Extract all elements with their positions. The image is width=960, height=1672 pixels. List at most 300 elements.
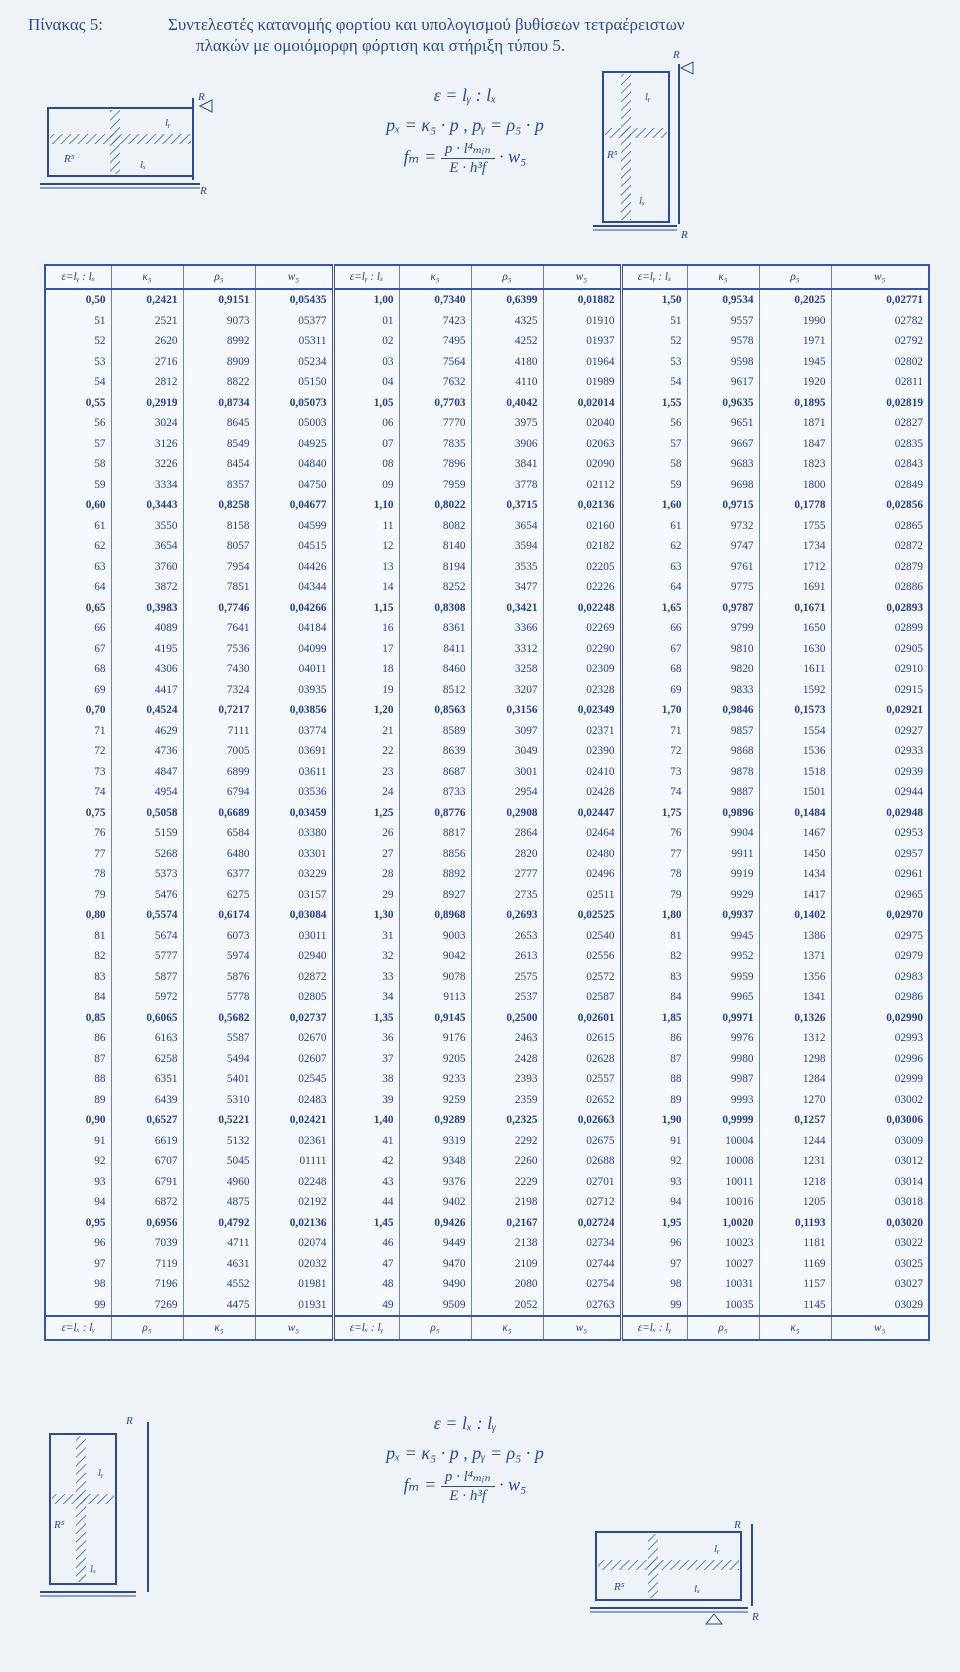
table-cell: 0,75 (45, 803, 111, 824)
table-cell: 1650 (759, 618, 831, 639)
table-cell: 9651 (687, 413, 759, 434)
table-cell: 38 (333, 1069, 399, 1090)
table-cell: 02112 (543, 475, 621, 496)
table-cell: 62 (45, 536, 111, 557)
table-cell: 4552 (183, 1274, 255, 1295)
table-cell: 41 (333, 1131, 399, 1152)
table-cell: 0,8258 (183, 495, 255, 516)
table-cell: 94 (45, 1192, 111, 1213)
table-cell: 02805 (255, 987, 333, 1008)
table-cell: 6377 (183, 864, 255, 885)
table-cell: 02910 (831, 659, 929, 680)
table-cell: 1,30 (333, 905, 399, 926)
table-cell: 2777 (471, 864, 543, 885)
formula-bottom (320, 1408, 610, 1505)
table-cell: 9578 (687, 331, 759, 352)
table-cell: 0,6399 (471, 289, 543, 311)
table-cell: 02933 (831, 741, 929, 762)
table-cell: 48 (333, 1274, 399, 1295)
table-cell: 99 (621, 1295, 687, 1317)
table-cell: 0,6174 (183, 905, 255, 926)
table-row (45, 393, 929, 414)
table-cell: 4195 (111, 639, 183, 660)
svg-text:lᵧ: lᵧ (165, 117, 171, 129)
table-cell: 03536 (255, 782, 333, 803)
table-cell: 0,70 (45, 700, 111, 721)
table-cell: 9959 (687, 967, 759, 988)
table-cell: 05311 (255, 331, 333, 352)
table-cell: 1312 (759, 1028, 831, 1049)
table-cell: 02371 (543, 721, 621, 742)
table-cell: 51 (45, 311, 111, 332)
table-cell: 5401 (183, 1069, 255, 1090)
table-cell: 01910 (543, 311, 621, 332)
table-cell: 52 (45, 331, 111, 352)
table-cell: 18 (333, 659, 399, 680)
table-cell: 1691 (759, 577, 831, 598)
table-row (45, 700, 929, 721)
table-cell: 36 (333, 1028, 399, 1049)
table-cell: 6439 (111, 1090, 183, 1111)
table-cell: 0,80 (45, 905, 111, 926)
table-cell: 02675 (543, 1131, 621, 1152)
table-cell: 02939 (831, 762, 929, 783)
table-cell: 1536 (759, 741, 831, 762)
table-cell: 21 (333, 721, 399, 742)
table-cell: 77 (621, 844, 687, 865)
table-cell: 5877 (111, 967, 183, 988)
table-cell: 3535 (471, 557, 543, 578)
table-cell: 1518 (759, 762, 831, 783)
table-cell: 9259 (399, 1090, 471, 1111)
table-cell: 2359 (471, 1090, 543, 1111)
table-cell: 0,1402 (759, 905, 831, 926)
table-cell: 0,60 (45, 495, 111, 516)
table-cell: 8549 (183, 434, 255, 455)
table-cell: 1,15 (333, 598, 399, 619)
table-row (45, 372, 929, 393)
table-cell: 8639 (399, 741, 471, 762)
table-cell: 3366 (471, 618, 543, 639)
table-cell: 8992 (183, 331, 255, 352)
table-cell: 3778 (471, 475, 543, 496)
table-cell: 8361 (399, 618, 471, 639)
column-footer: ε=lₓ : lᵧ (621, 1316, 687, 1340)
table-cell: 5268 (111, 844, 183, 865)
table-cell: 8822 (183, 372, 255, 393)
table-cell: 72 (45, 741, 111, 762)
table-cell: 0,65 (45, 598, 111, 619)
table-cell: 91 (45, 1131, 111, 1152)
table-cell: 04750 (255, 475, 333, 496)
table-cell: 0,2693 (471, 905, 543, 926)
table-cell: 02670 (255, 1028, 333, 1049)
svg-text:R: R (198, 91, 205, 103)
table-cell: 9113 (399, 987, 471, 1008)
table-cell: 7430 (183, 659, 255, 680)
table-cell: 10016 (687, 1192, 759, 1213)
table-cell: 8687 (399, 762, 471, 783)
table-cell: 02496 (543, 864, 621, 885)
table-row (45, 434, 929, 455)
table-cell: 04099 (255, 639, 333, 660)
table-cell: 0,7703 (399, 393, 471, 414)
table-cell: 5777 (111, 946, 183, 967)
table-cell: 4110 (471, 372, 543, 393)
table-cell: 4954 (111, 782, 183, 803)
table-cell: 02975 (831, 926, 929, 947)
table-cell: 3334 (111, 475, 183, 496)
table-cell: 6872 (111, 1192, 183, 1213)
table-cell: 1218 (759, 1172, 831, 1193)
table-cell: 02843 (831, 454, 929, 475)
load-formula: pₓ = κ₅ · p , pᵧ = ρ₅ · p (386, 1443, 544, 1463)
table-cell: 83 (45, 967, 111, 988)
table-cell: 0,03459 (255, 803, 333, 824)
table-cell: 0,8776 (399, 803, 471, 824)
table-title (28, 14, 928, 56)
table-cell: 0,55 (45, 393, 111, 414)
table-cell: 1,80 (621, 905, 687, 926)
table-cell: 03018 (831, 1192, 929, 1213)
table-cell: 1920 (759, 372, 831, 393)
table-cell: 67 (621, 639, 687, 660)
table-cell: 1,35 (333, 1008, 399, 1029)
table-cell: 9945 (687, 926, 759, 947)
table-cell: 26 (333, 823, 399, 844)
table-cell: 9929 (687, 885, 759, 906)
table-cell: 5045 (183, 1151, 255, 1172)
table-cell: 4475 (183, 1295, 255, 1317)
table-cell: 0,9151 (183, 289, 255, 311)
table-cell: 0,6065 (111, 1008, 183, 1029)
table-cell: 02 (333, 331, 399, 352)
table-cell: 9042 (399, 946, 471, 967)
table-cell: 34 (333, 987, 399, 1008)
table-cell: 8158 (183, 516, 255, 537)
table-cell: 87 (45, 1049, 111, 1070)
table-cell: 03691 (255, 741, 333, 762)
svg-text:lᵧ: lᵧ (98, 1467, 104, 1479)
table-cell: 03022 (831, 1233, 929, 1254)
table-footer-row (45, 1316, 929, 1340)
deflection-formula: fₘ = $\frac{\text{p · l⁴ₘᵢₙ}}{\text{E · h³f}} \cdot w_5$ (403, 1469, 527, 1504)
table-cell: 02248 (255, 1172, 333, 1193)
table-cell: 7495 (399, 331, 471, 352)
table-row (45, 946, 929, 967)
table-cell: 5876 (183, 967, 255, 988)
table-cell: 1467 (759, 823, 831, 844)
table-row (45, 885, 929, 906)
table-cell: 2138 (471, 1233, 543, 1254)
table-cell: 89 (45, 1090, 111, 1111)
table-cell: 0,02724 (543, 1213, 621, 1234)
table-cell: 8645 (183, 413, 255, 434)
table-row (45, 1069, 929, 1090)
table-cell: 8454 (183, 454, 255, 475)
column-header: ε=lᵧ : lₓ (333, 265, 399, 289)
table-row (45, 803, 929, 824)
table-cell: 6351 (111, 1069, 183, 1090)
table-header-row (45, 265, 929, 289)
table-row (45, 741, 929, 762)
table-cell: 01937 (543, 331, 621, 352)
table-cell: 61 (621, 516, 687, 537)
table-cell: 01111 (255, 1151, 333, 1172)
svg-text:R: R (752, 1611, 759, 1623)
table-cell: 0,02893 (831, 598, 929, 619)
table-cell: 46 (333, 1233, 399, 1254)
table-cell: 1386 (759, 926, 831, 947)
table-cell: 0,8734 (183, 393, 255, 414)
table-cell: 91 (621, 1131, 687, 1152)
table-cell: 2613 (471, 946, 543, 967)
table-cell: 01 (333, 311, 399, 332)
table-cell: 02226 (543, 577, 621, 598)
table-cell: 9919 (687, 864, 759, 885)
table-cell: 5373 (111, 864, 183, 885)
table-cell: 0,9999 (687, 1110, 759, 1131)
table-cell: 04515 (255, 536, 333, 557)
table-row (45, 289, 929, 311)
table-cell: 1,10 (333, 495, 399, 516)
table-cell: 0,02248 (543, 598, 621, 619)
table-cell: 53 (621, 352, 687, 373)
table-cell: 1734 (759, 536, 831, 557)
table-cell: 02652 (543, 1090, 621, 1111)
table-cell: 1755 (759, 516, 831, 537)
table-cell: 02290 (543, 639, 621, 660)
table-cell: 6584 (183, 823, 255, 844)
table-cell: 3258 (471, 659, 543, 680)
table-cell: 0,7217 (183, 700, 255, 721)
table-cell: 1231 (759, 1151, 831, 1172)
table-cell: 0,01882 (543, 289, 621, 311)
column-footer: κ₅ (759, 1316, 831, 1340)
table-cell: 0,8022 (399, 495, 471, 516)
table-cell: 03009 (831, 1131, 929, 1152)
table-cell: 0,5058 (111, 803, 183, 824)
table-cell: 6619 (111, 1131, 183, 1152)
table-cell: 0,9971 (687, 1008, 759, 1029)
table-row (45, 721, 929, 742)
column-header: ε=lᵧ : lₓ (621, 265, 687, 289)
table-cell: 4736 (111, 741, 183, 762)
svg-text:R: R (734, 1520, 741, 1531)
table-cell: 0,03856 (255, 700, 333, 721)
table-row (45, 1110, 929, 1131)
column-header: κ₅ (111, 265, 183, 289)
table-cell: 0,02136 (543, 495, 621, 516)
table-cell: 2716 (111, 352, 183, 373)
table-cell: 02763 (543, 1295, 621, 1317)
table-cell: 8357 (183, 475, 255, 496)
table-cell: 3477 (471, 577, 543, 598)
table-cell: 4629 (111, 721, 183, 742)
table-cell: 03935 (255, 680, 333, 701)
table-row (45, 495, 929, 516)
table-cell: 1434 (759, 864, 831, 885)
table-cell: 7632 (399, 372, 471, 393)
table-cell: 9698 (687, 475, 759, 496)
table-cell: 02040 (543, 413, 621, 434)
table-cell: 98 (45, 1274, 111, 1295)
table-cell: 0,04266 (255, 598, 333, 619)
table-cell: 0,9715 (687, 495, 759, 516)
table-cell: 0,9534 (687, 289, 759, 311)
table-cell: 8082 (399, 516, 471, 537)
svg-text:lₓ: lₓ (694, 1583, 701, 1595)
column-footer: ρ₅ (111, 1316, 183, 1340)
table-cell: 71 (621, 721, 687, 742)
column-footer: ρ₅ (687, 1316, 759, 1340)
column-header: ε=lᵧ : lₓ (45, 265, 111, 289)
table-cell: 82 (45, 946, 111, 967)
table-cell: 0,05073 (255, 393, 333, 414)
table-cell: 44 (333, 1192, 399, 1213)
svg-text:R: R (126, 1415, 133, 1427)
table-cell: 98 (621, 1274, 687, 1295)
table-cell: 1,65 (621, 598, 687, 619)
table-cell: 79 (621, 885, 687, 906)
table-cell: 0,02948 (831, 803, 929, 824)
table-cell: 0,8968 (399, 905, 471, 926)
table-cell: 49 (333, 1295, 399, 1317)
table-cell: 1,90 (621, 1110, 687, 1131)
table-cell: 02309 (543, 659, 621, 680)
table-cell: 1847 (759, 434, 831, 455)
table-cell: 0,9635 (687, 393, 759, 414)
table-cell: 6163 (111, 1028, 183, 1049)
table-cell: 03029 (831, 1295, 929, 1317)
table-cell: 23 (333, 762, 399, 783)
table-cell: 8856 (399, 844, 471, 865)
coefficient-table (44, 264, 930, 1341)
table-cell: 64 (621, 577, 687, 598)
table-cell: 0,1326 (759, 1008, 831, 1029)
table-cell: 84 (45, 987, 111, 1008)
table-cell: 9003 (399, 926, 471, 947)
table-cell: 1181 (759, 1233, 831, 1254)
table-cell: 2463 (471, 1028, 543, 1049)
table-cell: 04184 (255, 618, 333, 639)
table-cell: 1284 (759, 1069, 831, 1090)
table-cell: 02886 (831, 577, 929, 598)
table-cell: 8252 (399, 577, 471, 598)
table-cell: 1,55 (621, 393, 687, 414)
table-cell: 72 (621, 741, 687, 762)
table-cell: 0,4042 (471, 393, 543, 414)
table-cell: 3906 (471, 434, 543, 455)
table-cell: 3594 (471, 536, 543, 557)
table-cell: 02849 (831, 475, 929, 496)
table-cell: 9965 (687, 987, 759, 1008)
table-cell: 0,9145 (399, 1008, 471, 1029)
table-cell: 9952 (687, 946, 759, 967)
table-cell: 8194 (399, 557, 471, 578)
table-cell: 0,05435 (255, 289, 333, 311)
table-row (45, 557, 929, 578)
table-cell: 0,02421 (255, 1110, 333, 1131)
table-cell: 6275 (183, 885, 255, 906)
table-cell: 2052 (471, 1295, 543, 1317)
table-cell: 6791 (111, 1172, 183, 1193)
table-cell: 04840 (255, 454, 333, 475)
table-cell: 02545 (255, 1069, 333, 1090)
table-cell: 03229 (255, 864, 333, 885)
table-cell: 61 (45, 516, 111, 537)
table-cell: 02192 (255, 1192, 333, 1213)
table-cell: 02701 (543, 1172, 621, 1193)
table-cell: 5972 (111, 987, 183, 1008)
table-cell: 02556 (543, 946, 621, 967)
table-cell: 9078 (399, 967, 471, 988)
table-cell: 2820 (471, 844, 543, 865)
table-cell: 94 (621, 1192, 687, 1213)
table-cell: 81 (621, 926, 687, 947)
table-cell: 02944 (831, 782, 929, 803)
table-cell: 0,03006 (831, 1110, 929, 1131)
table-cell: 9904 (687, 823, 759, 844)
table-cell: 2812 (111, 372, 183, 393)
table-cell: 02953 (831, 823, 929, 844)
table-cell: 1270 (759, 1090, 831, 1111)
table-cell: 2521 (111, 311, 183, 332)
table-cell: 03025 (831, 1254, 929, 1275)
table-cell: 0,02771 (831, 289, 929, 311)
table-cell: 6899 (183, 762, 255, 783)
table-cell: 02905 (831, 639, 929, 660)
svg-text:R⁵: R⁵ (607, 149, 618, 161)
table-cell: 7039 (111, 1233, 183, 1254)
table-cell: 5310 (183, 1090, 255, 1111)
table-cell: 51 (621, 311, 687, 332)
table-cell: 0,6689 (183, 803, 255, 824)
table-cell: 3024 (111, 413, 183, 434)
table-cell: 68 (45, 659, 111, 680)
column-header: w₅ (543, 265, 621, 289)
table-cell: 93 (45, 1172, 111, 1193)
table-cell: 83 (621, 967, 687, 988)
table-cell: 02792 (831, 331, 929, 352)
table-cell: 02999 (831, 1069, 929, 1090)
table-cell: 69 (45, 680, 111, 701)
table-cell: 79 (45, 885, 111, 906)
table-cell: 97 (621, 1254, 687, 1275)
table-cell: 0,2908 (471, 803, 543, 824)
table-cell: 0,1778 (759, 495, 831, 516)
table-cell: 03014 (831, 1172, 929, 1193)
table-cell: 9470 (399, 1254, 471, 1275)
table-cell: 11 (333, 516, 399, 537)
table-cell: 9987 (687, 1069, 759, 1090)
table-cell: 01981 (255, 1274, 333, 1295)
table-cell: 0,9846 (687, 700, 759, 721)
table-cell: 5974 (183, 946, 255, 967)
table-cell: 9667 (687, 434, 759, 455)
table-cell: 02993 (831, 1028, 929, 1049)
table-cell: 02688 (543, 1151, 621, 1172)
table-cell: 02782 (831, 311, 929, 332)
table-cell: 93 (621, 1172, 687, 1193)
table-cell: 02961 (831, 864, 929, 885)
table-row (45, 413, 929, 434)
svg-text:lᵧ: lᵧ (645, 91, 651, 103)
table-cell: 8057 (183, 536, 255, 557)
table-cell: 7641 (183, 618, 255, 639)
table-cell: 3975 (471, 413, 543, 434)
table-cell: 88 (45, 1069, 111, 1090)
